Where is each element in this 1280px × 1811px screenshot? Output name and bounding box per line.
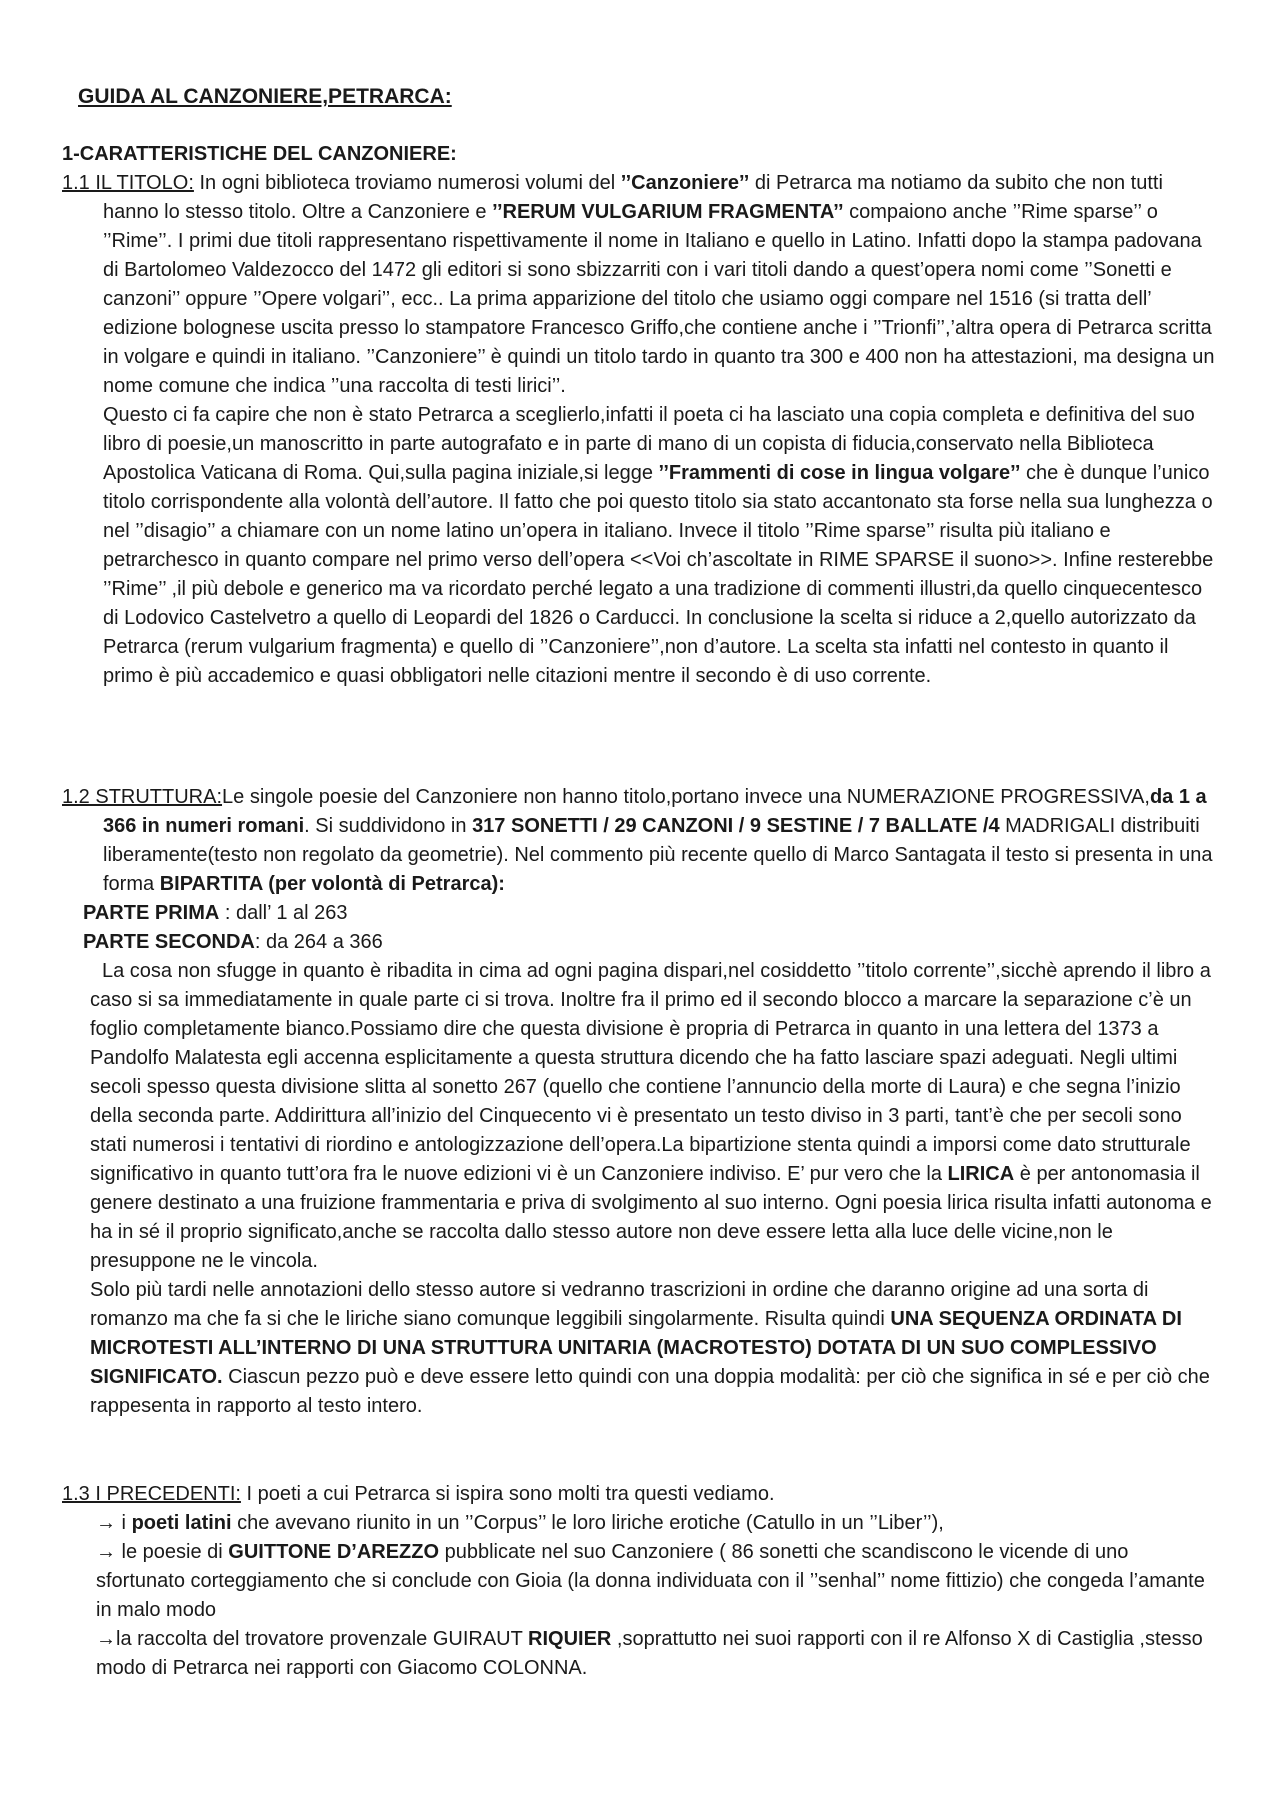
paragraph: La cosa non sfugge in quanto è ribadita in cima ad ogni pagina dispari,nel cosiddetto ’’titolo corrente’’,sicchè aprendo il libro a caso si sa immediatamente in quale parte ci si trova. Inoltre fra il primo ed il secondo blocco a marcare la separazione c’è un foglio completamente bianco.Possiamo dire che questa divisione è propria di Petrarca in quanto in una lettera del 1373 a Pandolfo Malatesta egli accenna esplicitamente a questa struttura dicendo che ha fatto lasciare spazi adeguati. Negli ultimi secoli spesso questa divisione slitta al sonetto 267 (quello che contiene l’annuncio della morte di Laura) e che segna l’inizio della seconda parte. Addirittura all’inizio del Cinquecento vi è presentato un testo diviso in 3 parti, tant’è che per secoli sono stati numerosi i tentativi di riordino e antologizzazione dell’opera.La bipartizione stenta quindi a imporsi come dato strutturale significativo in quanto tutt’ora fra le nuove edizioni vi è un Canzoniere indiviso. E’ pur vero che la LIRICA è per antonomasia il genere destinato a una fruizione frammentaria e priva di svolgimento al suo interno. Ogni poesia lirica risulta infatti autonoma e ha in sé il proprio significato,anche se raccolta dallo stesso autore non deve essere letta alla luce delle vicine,non le presuppone ne le vincola. [90, 960, 1212, 1272]
part-two-line: PARTE SECONDA: da 264 a 366 [83, 931, 383, 953]
part-one-line: PARTE PRIMA : dall’ 1 al 263 [83, 902, 348, 924]
arrow-icon: → [96, 1512, 116, 1534]
paragraph: 1.2 STRUTTURA:Le singole poesie del Canzoniere non hanno titolo,portano invece una NUMERAZIONE PROGRESSIVA,da 1 a 366 in numeri romani. Si suddividono in 317 SONETTI / 29 CANZONI / 9 SESTINE / 7 BALLATE /4 MADRIGALI distribuiti liberamente(testo non regolato da geometrie). Nel commento più recente quello di Marco Santagata il testo si presenta in una forma BIPARTITA (per volontà di Petrarca): [62, 786, 1213, 895]
document-title: GUIDA AL CANZONIERE,PETRARCA: [78, 85, 452, 108]
arrow-icon: → [96, 1541, 116, 1563]
chapter-heading: 1-CARATTERISTICHE DEL CANZONIERE: [62, 143, 457, 165]
list-item: →la raccolta del trovatore provenzale GUIRAUT RIQUIER ,soprattutto nei suoi rapporti con il re Alfonso X di Castiglia ,stesso modo di Petrarca nei rapporti con Giacomo COLONNA. [96, 1628, 1203, 1679]
section-precedents [62, 1480, 1222, 1683]
paragraph: 1.3 I PRECEDENTI: I poeti a cui Petrarca si ispira sono molti tra questi vediamo. [62, 1483, 775, 1505]
paragraph: Solo più tardi nelle annotazioni dello stesso autore si vedranno trascrizioni in ordine che daranno origine ad una sorta di romanzo ma che fa si che le liriche siano comunque leggibili singolarmente. Risulta quindi UNA SEQUENZA ORDINATA DI MICROTESTI ALL’INTERNO DI UNA STRUTTURA UNITARIA (MACROTESTO) DOTATA DI UN SUO COMPLESSIVO SIGNIFICATO. Ciascun pezzo può e deve essere letto quindi con una doppia modalità: per ciò che significa in sé e per ciò che rappesenta in rapporto al testo intero. [90, 1279, 1210, 1417]
arrow-icon: → [96, 1628, 116, 1650]
list-item: → i poeti latini che avevano riunito in un ’’Corpus’’ le loro liriche erotiche (Catullo in un ’’Liber’’), [96, 1512, 944, 1534]
paragraph: Questo ci fa capire che non è stato Petrarca a sceglierlo,infatti il poeta ci ha lasciato una copia completa e definitiva del suo libro di poesie,un manoscritto in parte autografato e in parte di mano di un copista di fiducia,conservato nella Biblioteca Apostolica Vaticana di Roma. Qui,sulla pagina iniziale,si legge ’’Frammenti di cose in lingua volgare’’ che è dunque l’unico titolo corrispondente alla volontà dell’autore. Il fatto che poi questo titolo sia stato accantonato sta forse nella sua lunghezza o nel ’’disagio’’ a chiamare con un nome latino un’opera in italiano. Invece il titolo ’’Rime sparse’’ risulta più italiano e petrarchesco in quanto compare nel primo verso dell’opera <<Voi ch’ascoltate in RIME SPARSE il suono>>. Infine resterebbe ’’Rime’’ ,il più debole e generico ma va ricordato perché legato a una tradizione di commenti illustri,da quello cinquecentesco di Lodovico Castelvetro a quello di Leopardi del 1826 o Carducci. In conclusione la scelta si riduce a 2,quello autorizzato da Petrarca (rerum vulgarium fragmenta) e quello di ’’Canzoniere’’,non d’autore. La scelta sta infatti nel contesto in quanto il primo è più accademico e quasi obbligatori nelle citazioni mentre il secondo è di uso corrente. [103, 404, 1214, 687]
section-label: 1.1 IL TITOLO: [62, 172, 194, 194]
paragraph: 1.1 IL TITOLO: In ogni biblioteca troviamo numerosi volumi del ’’Canzoniere’’ di Petrarca ma notiamo da subito che non tutti hanno lo stesso titolo. Oltre a Canzoniere e ’’RERUM VULGARIUM FRAGMENTA’’ compaiono anche ’’Rime sparse’’ o ’’Rime’’. I primi due titoli rappresentano rispettivamente il nome in Italiano e quello in Latino. Infatti dopo la stampa padovana di Bartolomeo Valdezocco del 1472 gli editori si sono sbizzarriti con i vari titoli dando a quest’opera nomi come ’’Sonetti e canzoni’’ oppure ’’Opere volgari’’, ecc.. La prima apparizione del titolo che usiamo oggi compare nel 1516 (si tratta dell’ edizione bolognese uscita presso lo stampatore Francesco Griffo,che contiene anche i ’’Trionfi’’,’altra opera di Petrarca scritta in volgare e quindi in italiano. ’’Canzoniere’’ è quindi un titolo tardo in quanto tra 300 e 400 non ha attestazioni, ma designa un nome comune che indica ’’una raccolta di testi lirici’’. [62, 172, 1215, 397]
section-structure [62, 783, 1222, 1421]
section-title [62, 169, 1222, 691]
list-item: → le poesie di GUITTONE D’AREZZO pubblicate nel suo Canzoniere ( 86 sonetti che scandiscono le vicende di uno sfortunato corteggiamento che si conclude con Gioia (la donna individuata con il ’’senhal’’ nome fittizio) che congeda l’amante in malo modo [96, 1541, 1205, 1621]
section-label: 1.2 STRUTTURA: [62, 786, 223, 808]
section-label: 1.3 I PRECEDENTI: [62, 1483, 241, 1505]
